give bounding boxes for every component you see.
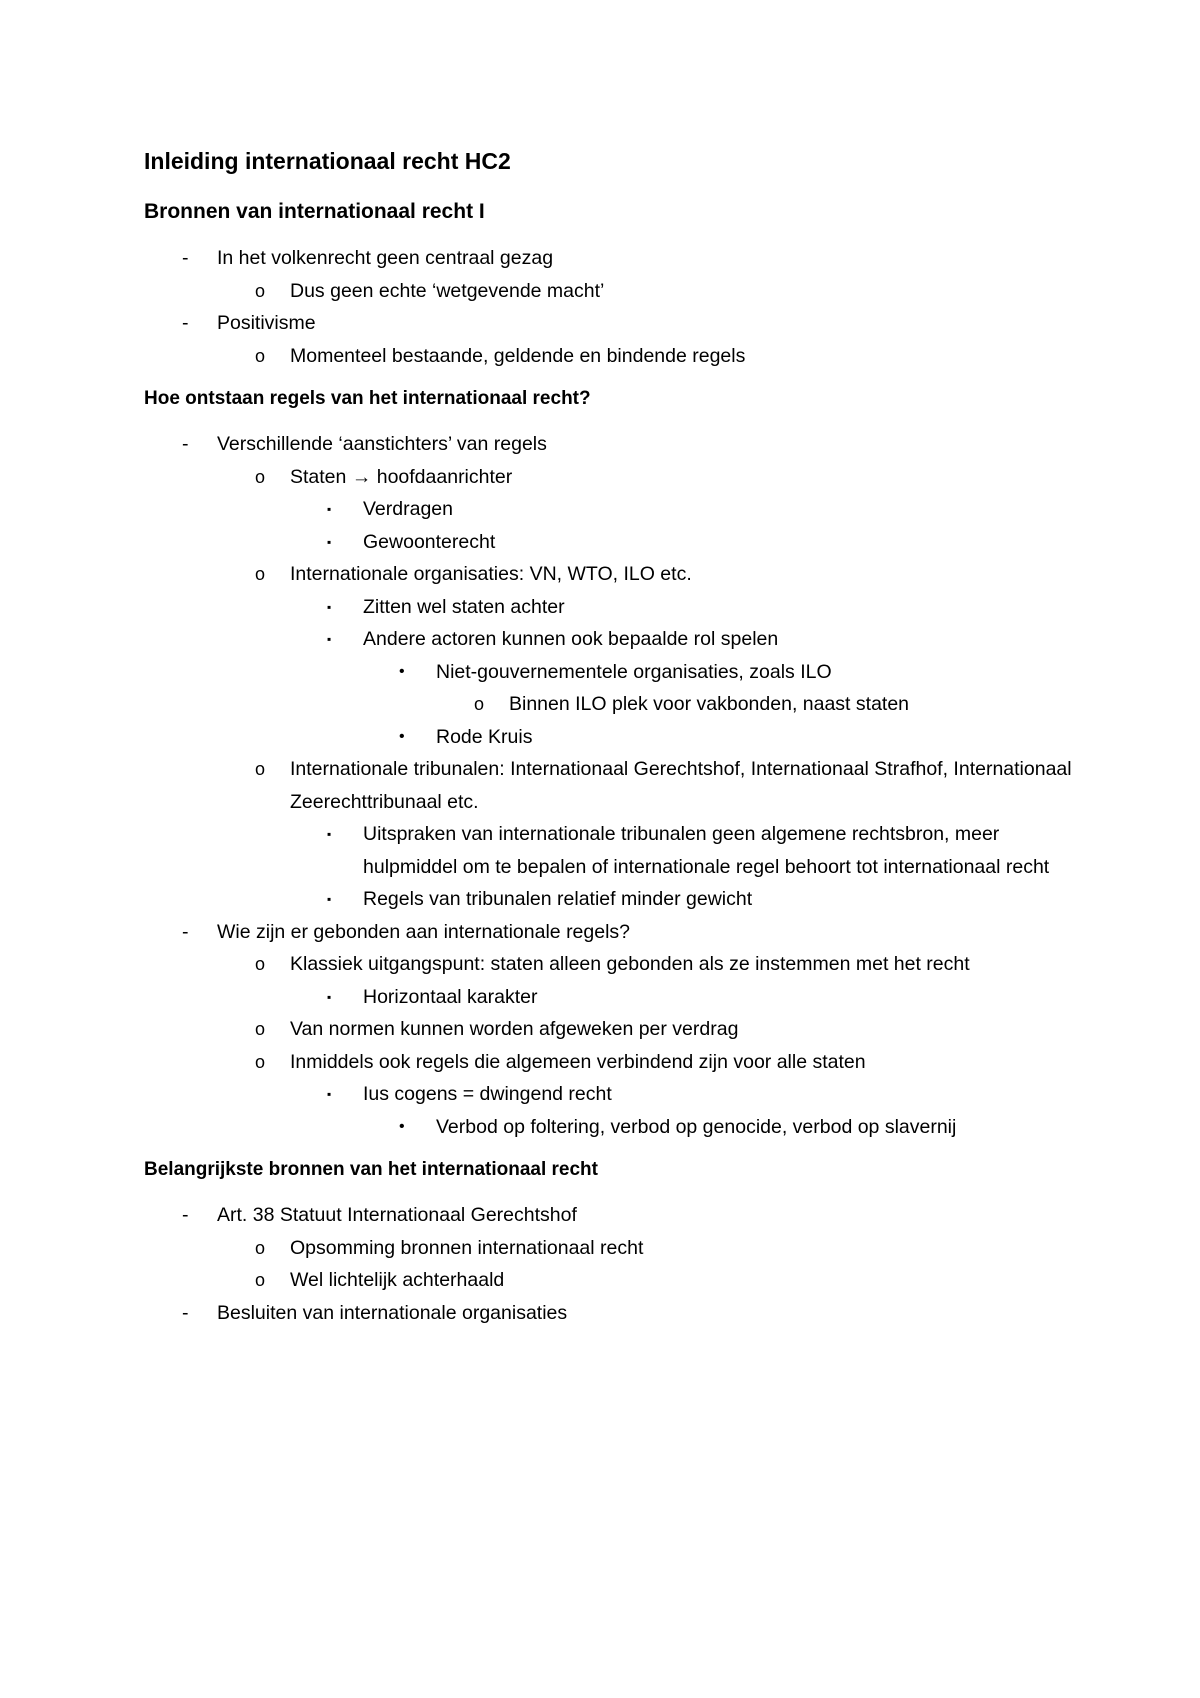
- circle-marker: o: [255, 954, 266, 974]
- list-item: o Opsomming bronnen internationaal recht: [144, 1232, 1084, 1265]
- round-bullet-marker: •: [399, 727, 405, 745]
- dash-marker: -: [182, 1204, 189, 1226]
- circle-marker: o: [474, 694, 485, 714]
- outline-list-bronnen: [144, 1199, 1084, 1329]
- list-item: o Momenteel bestaande, geldende en bindende regels: [144, 340, 1084, 373]
- list-item: ▪ Horizontaal karakter: [144, 981, 1084, 1014]
- round-bullet-marker: •: [399, 662, 405, 680]
- document-body: [144, 146, 1084, 1329]
- square-bullet-marker: ▪: [327, 502, 332, 516]
- circle-marker: o: [255, 564, 266, 584]
- list-item: ▪ Regels van tribunalen relatief minder gewicht: [144, 883, 1084, 916]
- arrow-right-icon: →: [351, 465, 372, 488]
- list-item: • Verbod op foltering, verbod op genocide, verbod op slavernij: [144, 1111, 1084, 1144]
- list-item: o Internationale tribunalen: Internationaal Gerechtshof, Internationaal Strafhof, Internationaal Zeerechttribunaal etc.: [144, 753, 1084, 818]
- dash-marker: -: [182, 1301, 189, 1324]
- list-item: - Wie zijn er gebonden aan internationale regels?: [144, 916, 1084, 949]
- circle-marker: o: [255, 759, 266, 779]
- outline-list-intro: [144, 242, 1084, 372]
- circle-marker: o: [255, 345, 266, 366]
- list-item: - Positivisme: [144, 307, 1084, 340]
- square-bullet-marker: ▪: [327, 892, 332, 906]
- subheading-bronnen: Belangrijkste bronnen van het internationaal recht: [144, 1159, 598, 1180]
- circle-marker: o: [255, 280, 266, 301]
- list-item: o Inmiddels ook regels die algemeen verbindend zijn voor alle staten: [144, 1046, 1084, 1079]
- list-item: ▪ Gewoonterecht: [144, 526, 1084, 559]
- dash-marker: -: [182, 247, 189, 269]
- list-item: o Van normen kunnen worden afgeweken per verdrag: [144, 1013, 1084, 1046]
- list-item: - Besluiten van internationale organisaties: [144, 1297, 1084, 1330]
- square-bullet-marker: ▪: [327, 989, 332, 1004]
- list-item: ▪ Verdragen: [144, 493, 1084, 526]
- document-title: Inleiding internationaal recht HC2: [144, 148, 511, 174]
- section-heading: Bronnen van internationaal recht I: [144, 200, 485, 223]
- square-bullet-marker: ▪: [327, 534, 332, 549]
- square-bullet-marker: ▪: [327, 827, 332, 841]
- list-item: • Niet-gouvernementele organisaties, zoals ILO: [144, 656, 1084, 689]
- circle-marker: o: [255, 1019, 266, 1039]
- square-bullet-marker: ▪: [327, 632, 332, 646]
- list-item: o Wel lichtelijk achterhaald: [144, 1264, 1084, 1297]
- circle-marker: o: [255, 1237, 266, 1258]
- list-item: - Verschillende ‘aanstichters’ van regels: [144, 428, 1084, 461]
- circle-marker: o: [255, 1051, 266, 1072]
- circle-marker: o: [255, 1270, 266, 1290]
- dash-marker: -: [182, 433, 189, 455]
- list-item: - In het volkenrecht geen centraal gezag: [144, 242, 1084, 275]
- dash-marker: -: [182, 312, 189, 334]
- round-bullet-marker: •: [399, 1117, 405, 1135]
- list-item: o Dus geen echte ‘wetgevende macht’: [144, 275, 1084, 308]
- list-item: ▪ Zitten wel staten achter: [144, 591, 1084, 624]
- square-bullet-marker: ▪: [327, 1087, 332, 1101]
- list-item: o Internationale organisaties: VN, WTO, ILO etc.: [144, 558, 1084, 591]
- list-item: ▪ Uitspraken van internationale tribunalen geen algemene rechtsbron, meer hulpmiddel om te bepalen of internationale regel behoort tot internationaal recht: [144, 818, 1084, 883]
- square-bullet-marker: ▪: [327, 599, 332, 614]
- list-item: o Klassiek uitgangspunt: staten alleen gebonden als ze instemmen met het recht: [144, 948, 1084, 981]
- list-item: - Art. 38 Statuut Internationaal Gerechtshof: [144, 1199, 1084, 1232]
- list-item: ▪ Andere actoren kunnen ook bepaalde rol spelen: [144, 623, 1084, 656]
- list-item: o Binnen ILO plek voor vakbonden, naast staten: [144, 688, 1084, 721]
- outline-list-ontstaan: [144, 428, 1084, 1143]
- list-item: o Staten → hoofdaanrichter: [144, 461, 1084, 494]
- list-item: • Rode Kruis: [144, 721, 1084, 754]
- list-item: ▪ Ius cogens = dwingend recht: [144, 1078, 1084, 1111]
- subheading-ontstaan: Hoe ontstaan regels van het internationaal recht?: [144, 388, 591, 409]
- dash-marker: -: [182, 920, 189, 943]
- circle-marker: o: [255, 466, 266, 487]
